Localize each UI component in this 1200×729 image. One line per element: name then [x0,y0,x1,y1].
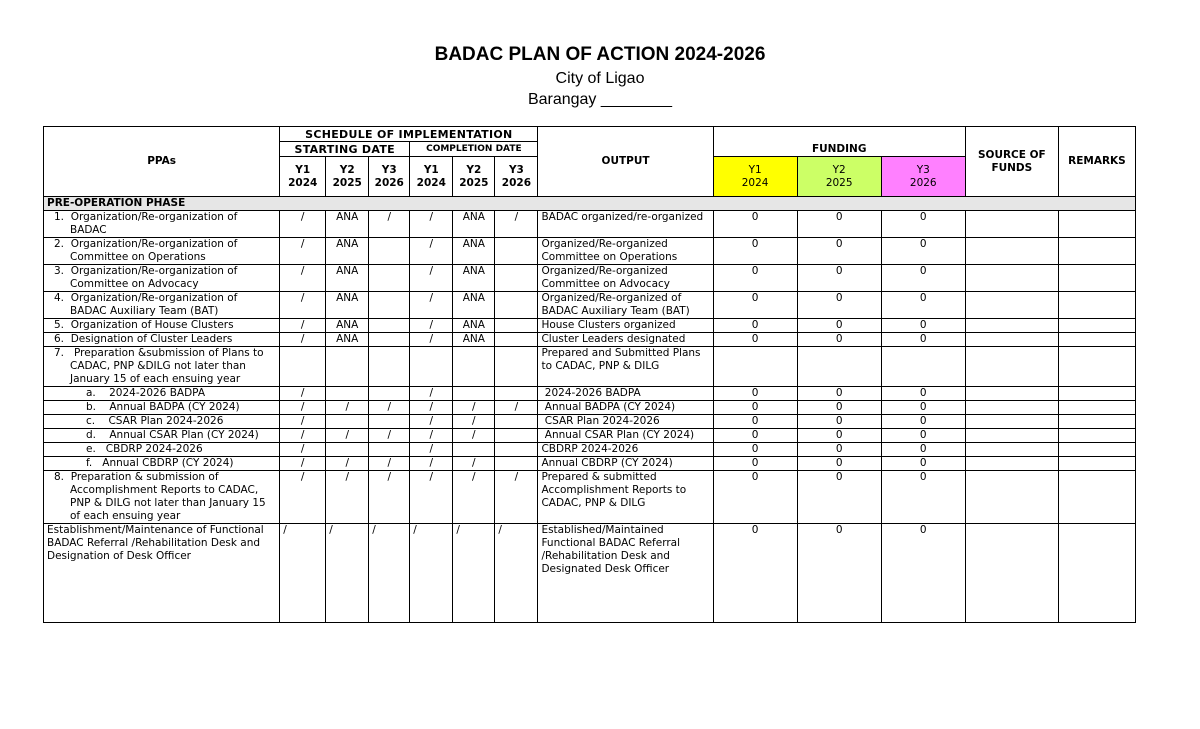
remarks-cell [1058,457,1135,471]
document-title: BADAC PLAN OF ACTION 2024-2026 [434,44,766,65]
schedule-cell [495,429,538,443]
funding-cell: 0 [713,429,797,443]
table-row [44,443,1136,457]
table-row [44,347,1136,387]
remarks-cell [1058,238,1135,265]
schedule-cell: / [410,387,453,401]
funding-cell: 0 [713,443,797,457]
schedule-cell: / [280,238,326,265]
schedule-cell: ANA [326,333,369,347]
source-of-funds-cell [965,429,1058,443]
completion-year-1-header [410,157,453,197]
ppa-cell: c. CSAR Plan 2024-2026 [44,415,280,429]
schedule-cell [369,319,410,333]
start-year-3-header [369,157,410,197]
source-of-funds-cell [965,471,1058,524]
city-name: City of Ligao [555,70,645,87]
schedule-cell: / [410,292,453,319]
remarks-cell [1058,292,1135,319]
funding-cell: 0 [797,524,881,623]
remarks-cell [1058,429,1135,443]
schedule-cell: / [369,429,410,443]
schedule-cell [453,387,495,401]
schedule-cell [495,333,538,347]
schedule-cell: / [453,415,495,429]
schedule-cell: / [495,211,538,238]
year-value: 2025 [459,176,489,189]
year-label: Y3 [508,163,524,176]
output-cell: CBDRP 2024-2026 [538,443,713,457]
remarks-cell [1058,265,1135,292]
schedule-cell: / [369,524,410,623]
completion-year-3-header [495,157,538,197]
funding-cell: 0 [713,211,797,238]
schedule-cell: / [280,265,326,292]
schedule-cell: / [280,292,326,319]
funding-cell: 0 [881,415,965,429]
completion-date-header: COMPLETION DATE [410,142,538,157]
output-cell: Established/Maintained Functional BADAC Referral /Rehabilitation Desk and Designated Desk Officer [538,524,713,623]
schedule-cell [369,443,410,457]
year-value: 2024 [416,176,446,189]
source-of-funds-cell [965,443,1058,457]
output-cell: Organized/Re-organized of BADAC Auxiliary Team (BAT) [538,292,713,319]
source-of-funds-cell [965,211,1058,238]
table-row [44,333,1136,347]
table-row [44,211,1136,238]
source-of-funds-cell [965,265,1058,292]
output-cell: Prepared and Submitted Plans to CADAC, PNP & DILG [538,347,713,387]
source-of-funds-cell [965,415,1058,429]
remarks-cell [1058,401,1135,415]
schedule-cell: / [453,457,495,471]
funding-cell: 0 [713,415,797,429]
schedule-cell [369,333,410,347]
year-label: Y3 [381,163,397,176]
schedule-cell: / [280,443,326,457]
year-value: 2025 [332,176,362,189]
schedule-cell: / [280,387,326,401]
ppa-cell: b. Annual BADPA (CY 2024) [44,401,280,415]
output-cell: CSAR Plan 2024-2026 [538,415,713,429]
start-year-1-header [280,157,326,197]
year-value: 2026 [501,176,532,189]
source-of-funds-cell [965,238,1058,265]
ppa-cell: d. Annual CSAR Plan (CY 2024) [44,429,280,443]
year-value: 2024 [288,176,318,189]
schedule-cell: / [410,524,453,623]
source-of-funds-cell [965,347,1058,387]
schedule-cell: ANA [326,211,369,238]
ppa-cell: Establishment/Maintenance of Functional BADAC Referral /Rehabilitation Desk and Designation of Desk Officer [44,524,280,623]
output-cell: Organized/Re-organized Committee on Advocacy [538,265,713,292]
schedule-cell [495,347,538,387]
funding-cell: 0 [881,443,965,457]
schedule-cell: / [495,524,538,623]
funding-cell: 0 [797,319,881,333]
table-row [44,387,1136,401]
output-cell: Organized/Re-organized Committee on Operations [538,238,713,265]
funding-cell: 0 [713,471,797,524]
remarks-cell [1058,443,1135,457]
phase-label: PRE-OPERATION PHASE [44,197,1136,211]
table-row [44,319,1136,333]
schedule-cell: / [495,471,538,524]
schedule-cell: / [369,401,410,415]
schedule-cell: ANA [453,238,495,265]
funding-cell [713,347,797,387]
schedule-cell: / [410,333,453,347]
schedule-cell: / [410,415,453,429]
output-cell: Annual CBDRP (CY 2024) [538,457,713,471]
schedule-cell: / [453,429,495,443]
ppa-cell: 6. Designation of Cluster Leaders [44,333,280,347]
remarks-cell [1058,333,1135,347]
funding-cell: 0 [881,429,965,443]
funding-cell: 0 [797,387,881,401]
schedule-cell [453,443,495,457]
year-label: Y1 [295,163,311,176]
funding-cell: 0 [713,333,797,347]
year-label: Y2 [466,163,482,176]
remarks-cell [1058,387,1135,401]
funding-cell: 0 [881,333,965,347]
remarks-header: REMARKS [1058,127,1135,197]
output-cell: Annual CSAR Plan (CY 2024) [538,429,713,443]
schedule-cell: ANA [453,333,495,347]
source-of-funds-cell [965,387,1058,401]
schedule-cell: / [410,265,453,292]
schedule-cell: / [410,429,453,443]
funding-cell: 0 [797,415,881,429]
ppa-cell: e. CBDRP 2024-2026 [44,443,280,457]
table-row [44,265,1136,292]
ppa-cell: 3. Organization/Re-organization of Committee on Advocacy [44,265,280,292]
schedule-cell: / [495,401,538,415]
funding-cell: 0 [881,401,965,415]
schedule-cell: / [280,457,326,471]
schedule-cell: / [280,211,326,238]
year-label: Y1 [748,163,762,176]
source-of-funds-cell [965,319,1058,333]
schedule-cell: / [326,471,369,524]
funding-cell: 0 [881,387,965,401]
funding-cell: 0 [881,265,965,292]
schedule-cell: ANA [453,319,495,333]
funding-cell: 0 [713,524,797,623]
schedule-cell [326,443,369,457]
schedule-cell: / [410,238,453,265]
ppa-cell: 8. Preparation & submission of Accomplishment Reports to CADAC, PNP & DILG not later than January 15 of each ensuing year [44,471,280,524]
year-label: Y2 [339,163,355,176]
funding-year-2-header [797,157,881,197]
funding-cell: 0 [797,471,881,524]
funding-cell: 0 [797,238,881,265]
source-of-funds-cell [965,401,1058,415]
funding-cell: 0 [797,457,881,471]
schedule-cell: / [410,319,453,333]
schedule-cell: / [326,429,369,443]
schedule-cell [326,387,369,401]
schedule-cell: ANA [453,211,495,238]
ppa-cell: 5. Organization of House Clusters [44,319,280,333]
schedule-cell [495,238,538,265]
schedule-cell: / [410,211,453,238]
schedule-cell: ANA [326,319,369,333]
funding-year-3-header [881,157,965,197]
schedule-cell: / [369,471,410,524]
schedule-cell: ANA [453,265,495,292]
schedule-cell: / [326,524,369,623]
table-row [44,415,1136,429]
remarks-cell [1058,347,1135,387]
table-row [44,457,1136,471]
funding-cell: 0 [713,457,797,471]
table-row [44,429,1136,443]
schedule-cell: ANA [326,238,369,265]
funding-cell: 0 [713,387,797,401]
year-value: 2026 [909,176,937,189]
source-of-funds-cell [965,524,1058,623]
barangay-line: Barangay ________ [527,91,673,108]
funding-cell: 0 [881,292,965,319]
source-of-funds-cell [965,457,1058,471]
schedule-cell: ANA [453,292,495,319]
funding-header: FUNDING [713,127,965,157]
table-row [44,238,1136,265]
year-value: 2025 [825,176,853,189]
schedule-cell: / [410,401,453,415]
output-cell: Prepared & submitted Accomplishment Reports to CADAC, PNP & DILG [538,471,713,524]
schedule-cell: / [280,319,326,333]
year-label: Y3 [916,163,930,176]
funding-cell: 0 [881,471,965,524]
table-row [44,471,1136,524]
funding-cell: 0 [713,292,797,319]
start-year-2-header [326,157,369,197]
table-row [44,524,1136,623]
funding-cell: 0 [881,319,965,333]
schedule-cell: ANA [326,265,369,292]
ppa-cell: 2. Organization/Re-organization of Committee on Operations [44,238,280,265]
output-cell: BADAC organized/re-organized [538,211,713,238]
schedule-cell [495,443,538,457]
year-label: Y2 [832,163,846,176]
output-cell: 2024-2026 BADPA [538,387,713,401]
schedule-cell: / [280,524,326,623]
funding-cell [797,347,881,387]
remarks-cell [1058,415,1135,429]
ppa-cell: a. 2024-2026 BADPA [44,387,280,401]
table-row [44,292,1136,319]
ppa-cell: f. Annual CBDRP (CY 2024) [44,457,280,471]
remarks-cell [1058,211,1135,238]
ppas-header: PPAs [44,127,280,197]
schedule-cell [495,319,538,333]
funding-cell: 0 [797,443,881,457]
schedule-cell [495,387,538,401]
schedule-cell: / [453,471,495,524]
ppa-cell: 7. Preparation &submission of Plans to CADAC, PNP &DILG not later than January 15 of each ensuing year [44,347,280,387]
schedule-cell [369,238,410,265]
schedule-cell: / [369,211,410,238]
year-value: 2024 [741,176,769,189]
output-cell: House Clusters organized [538,319,713,333]
schedule-cell [495,457,538,471]
phase-row [44,197,1136,211]
schedule-cell: / [280,429,326,443]
schedule-cell [453,347,495,387]
output-cell: Annual BADPA (CY 2024) [538,401,713,415]
source-of-funds-cell [965,292,1058,319]
schedule-cell [495,265,538,292]
schedule-cell: / [280,333,326,347]
starting-date-header: STARTING DATE [280,142,410,157]
funding-cell: 0 [797,292,881,319]
ppa-cell: 1. Organization/Re-organization of BADAC [44,211,280,238]
schedule-cell: / [280,401,326,415]
schedule-cell [495,292,538,319]
schedule-cell [280,347,326,387]
output-header: OUTPUT [538,127,713,197]
schedule-cell: / [280,415,326,429]
completion-year-2-header [453,157,495,197]
schedule-cell: / [280,471,326,524]
ppa-cell: 4. Organization/Re-organization of BADAC Auxiliary Team (BAT) [44,292,280,319]
funding-cell: 0 [713,238,797,265]
schedule-cell: / [453,401,495,415]
year-value: 2026 [374,176,404,189]
schedule-cell: / [369,457,410,471]
funding-cell: 0 [881,524,965,623]
schedule-cell: ANA [326,292,369,319]
schedule-cell [410,347,453,387]
funding-cell: 0 [881,238,965,265]
schedule-cell: / [453,524,495,623]
table-row [44,401,1136,415]
funding-cell: 0 [797,333,881,347]
schedule-header: SCHEDULE OF IMPLEMENTATION [280,127,538,142]
schedule-cell [369,347,410,387]
schedule-cell [495,415,538,429]
schedule-cell [369,387,410,401]
funding-cell: 0 [797,265,881,292]
schedule-cell: / [410,457,453,471]
funding-cell: 0 [713,401,797,415]
remarks-cell [1058,524,1135,623]
funding-cell: 0 [797,401,881,415]
remarks-cell [1058,319,1135,333]
funding-cell: 0 [713,265,797,292]
funding-cell: 0 [797,211,881,238]
schedule-cell: / [326,401,369,415]
schedule-cell [369,265,410,292]
funding-cell: 0 [797,429,881,443]
plan-of-action-table [43,126,1136,623]
output-cell: Cluster Leaders designated [538,333,713,347]
remarks-cell [1058,471,1135,524]
funding-cell: 0 [713,319,797,333]
source-of-funds-header: SOURCE OF FUNDS [965,127,1058,197]
schedule-cell: / [326,457,369,471]
schedule-cell [326,415,369,429]
funding-year-1-header [713,157,797,197]
schedule-cell [369,415,410,429]
year-label: Y1 [423,163,439,176]
schedule-cell: / [410,443,453,457]
funding-cell [881,347,965,387]
funding-cell: 0 [881,211,965,238]
funding-cell: 0 [881,457,965,471]
schedule-cell [326,347,369,387]
source-of-funds-cell [965,333,1058,347]
schedule-cell [369,292,410,319]
schedule-cell: / [410,471,453,524]
